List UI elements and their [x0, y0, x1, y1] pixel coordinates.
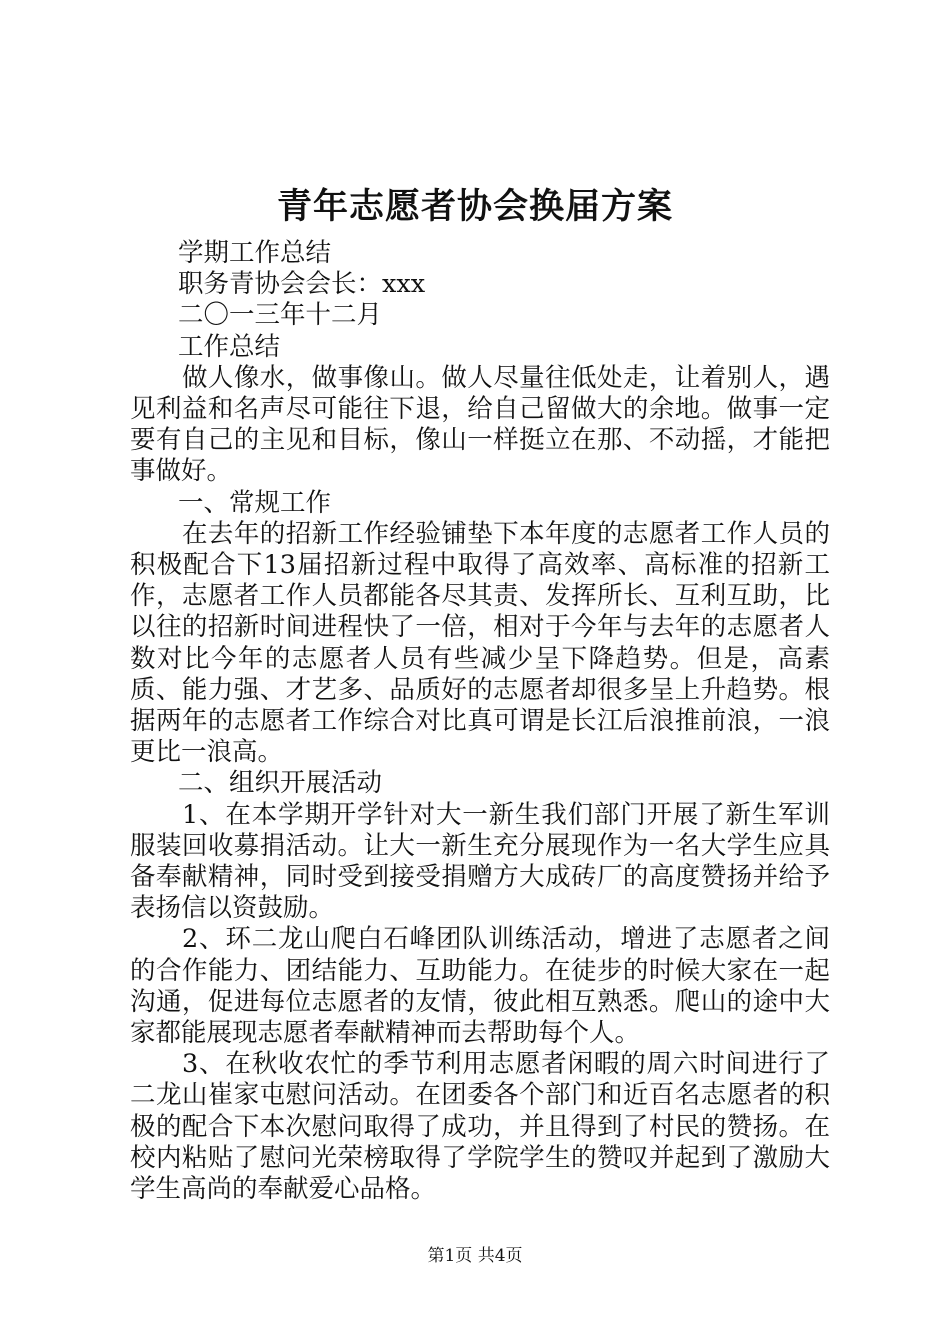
- section1-paragraph: 在去年的招新工作经验铺垫下本年度的志愿者工作人员的积极配合下13届招新过程中取得了高效率、高标准的招新工作，志愿者工作人员都能各尽其责、发挥所长、互利互助，比以往的招新时间进程快了一倍，相对于今年与去年的志愿者人数对比今年的志愿者人员有些减少呈下降趋势。但是，高素质、能力强、才艺多、品质好的志愿者却很多呈上升趋势。根据两年的志愿者工作综合对比真可谓是长江后浪推前浪，一浪更比一浪高。: [130, 518, 830, 768]
- document-body: [130, 238, 830, 1205]
- section1-heading: 一、常规工作: [178, 487, 332, 518]
- header-line-position: 职务青协会会长：xxx: [178, 269, 426, 300]
- header-line-work-summary: 工作总结: [178, 331, 281, 362]
- activity-item-2: 2、环二龙山爬白石峰团队训练活动，增进了志愿者之间的合作能力、团结能力、互助能力。在徒步的时候大家在一起沟通，促进每位志愿者的友情，彼此相互熟悉。爬山的途中大家都能展现志愿者奉献精神而去帮助每个人。: [130, 924, 830, 1049]
- section2-heading: 二、组织开展活动: [178, 768, 383, 799]
- page-footer: 第1页 共4页: [427, 1246, 523, 1266]
- header-line-date: 二〇一三年十二月: [178, 300, 383, 331]
- activity-item-3: 3、在秋收农忙的季节利用志愿者闲暇的周六时间进行了二龙山崔家屯慰问活动。在团委各个部门和近百名志愿者的积极的配合下本次慰问取得了成功，并且得到了村民的赞扬。在校内粘贴了慰问光荣榜取得了学院学生的赞叹并起到了激励大学生高尚的奉献爱心品格。: [130, 1049, 830, 1205]
- document-title: 青年志愿者协会换届方案: [276, 186, 673, 227]
- header-line-term-summary: 学期工作总结: [178, 238, 332, 268]
- activity-item-1: 1、在本学期开学针对大一新生我们部门开展了新生军训服装回收募捐活动。让大一新生充分展现作为一名大学生应具备奉献精神，同时受到接受捐赠方大成砖厂的高度赞扬并给予表扬信以资鼓励。: [130, 799, 830, 924]
- intro-paragraph: 做人像水，做事像山。做人尽量往低处走，让着别人，遇见利益和名声尽可能往下退，给自己留做大的余地。做事一定要有自己的主见和目标，像山一样挺立在那、不动摇，才能把事做好。: [130, 362, 830, 487]
